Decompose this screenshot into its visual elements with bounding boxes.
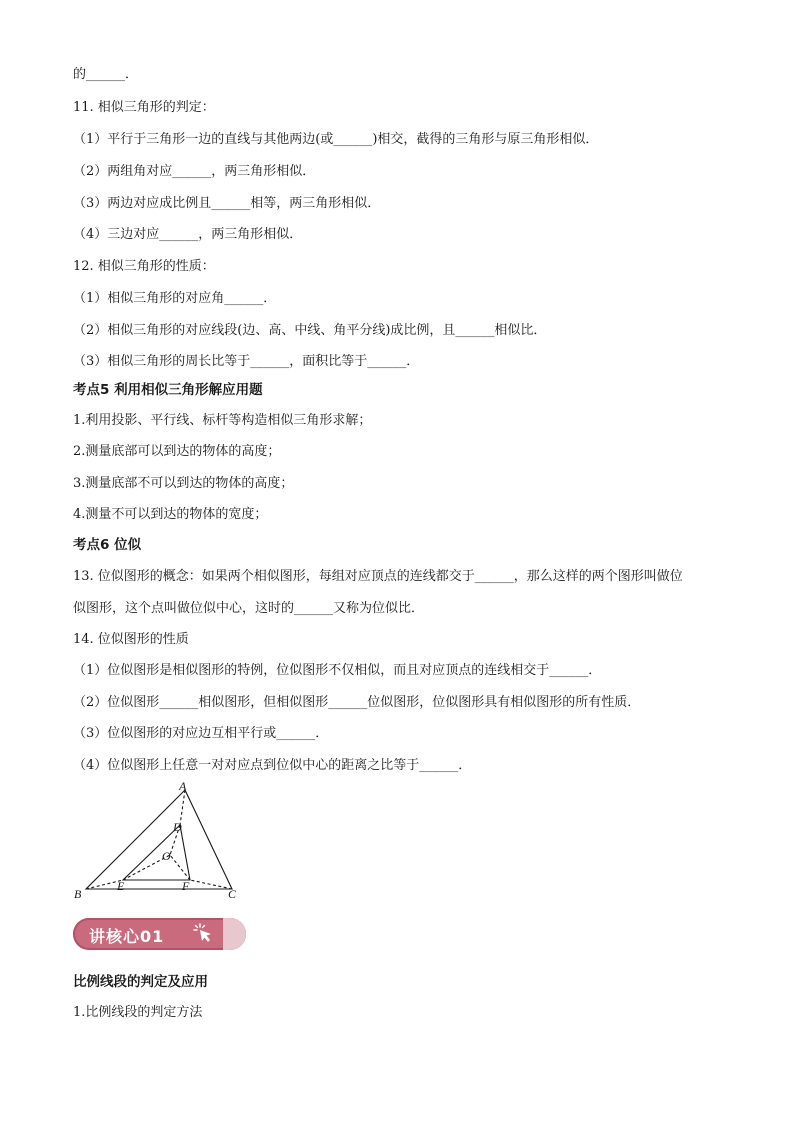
outer-triangle (86, 790, 232, 889)
text-line: （2）相似三角形的对应线段(边、高、中线、角平分线)成比例，且______相似比． (73, 323, 547, 338)
pointer-click-icon (191, 921, 217, 947)
text-line: 11. 相似三角形的判定： (73, 100, 215, 115)
section-badge (73, 918, 246, 950)
text-line: （1）相似三角形的对应角______． (73, 291, 277, 306)
text-line: （4）位似图形上任意一对对应点到位似中心的距离之比等于______． (73, 758, 472, 773)
label-a: A (179, 780, 187, 793)
text-line: 14. 位似图形的性质 (73, 632, 189, 647)
text-line: （3）位似图形的对应边互相平行或______． (73, 726, 329, 741)
text-line: （1）平行于三角形一边的直线与其他两边(或______)相交，截得的三角形与原三角形相似． (73, 132, 599, 147)
dashed-line-fo (170, 855, 190, 880)
text-line: 1.利用投影、平行线、标杆等构造相似三角形求解； (73, 413, 372, 428)
label-c: C (228, 887, 237, 901)
badge-ribbon (223, 918, 246, 950)
label-e: E (117, 879, 125, 893)
section-heading: 考点5 利用相似三角形解应用题 (73, 382, 263, 398)
section-title: 比例线段的判定及应用 (73, 974, 208, 990)
text-line: （2）两组角对应______，两三角形相似． (73, 164, 316, 179)
text-line: 13. 位似图形的概念：如果两个相似图形，每组对应顶点的连线都交于______，那么这样的两个图形叫做位 (73, 569, 683, 584)
dashed-line-cf (190, 880, 232, 889)
text-line: （2）位似图形______相似图形，但相似图形______位似图形，位似图形具有相似图形的所有性质． (73, 695, 641, 710)
section-heading: 考点6 位似 (73, 537, 142, 553)
label-d: D (173, 820, 182, 834)
text-line: 的______． (73, 67, 139, 82)
label-f: F (182, 879, 190, 893)
text-line: 3.测量底部不可以到达的物体的高度； (73, 476, 294, 491)
text-line: （4）三边对应______，两三角形相似． (73, 227, 303, 242)
text-line: 12. 相似三角形的性质： (73, 259, 215, 274)
text-line: 2.测量底部可以到达的物体的高度； (73, 444, 281, 459)
badge-label: 讲核心01 (89, 927, 165, 946)
label-b: B (74, 887, 82, 901)
text-line: 似图形，这个点叫做位似中心，这时的______又称为位似比． (73, 601, 425, 616)
label-o: O (162, 849, 171, 863)
homothety-triangle-figure (70, 780, 250, 905)
text-line: （3）两边对应成比例且______相等，两三角形相似． (73, 196, 381, 211)
text-line: 4.测量不可以到达的物体的宽度； (73, 507, 268, 522)
text-line: 1.比例线段的判定方法 (73, 1005, 203, 1020)
text-line: （1）位似图形是相似图形的特例，位似图形不仅相似，而且对应顶点的连线相交于______． (73, 663, 602, 678)
text-line: （3）相似三角形的周长比等于______，面积比等于______． (73, 354, 420, 369)
